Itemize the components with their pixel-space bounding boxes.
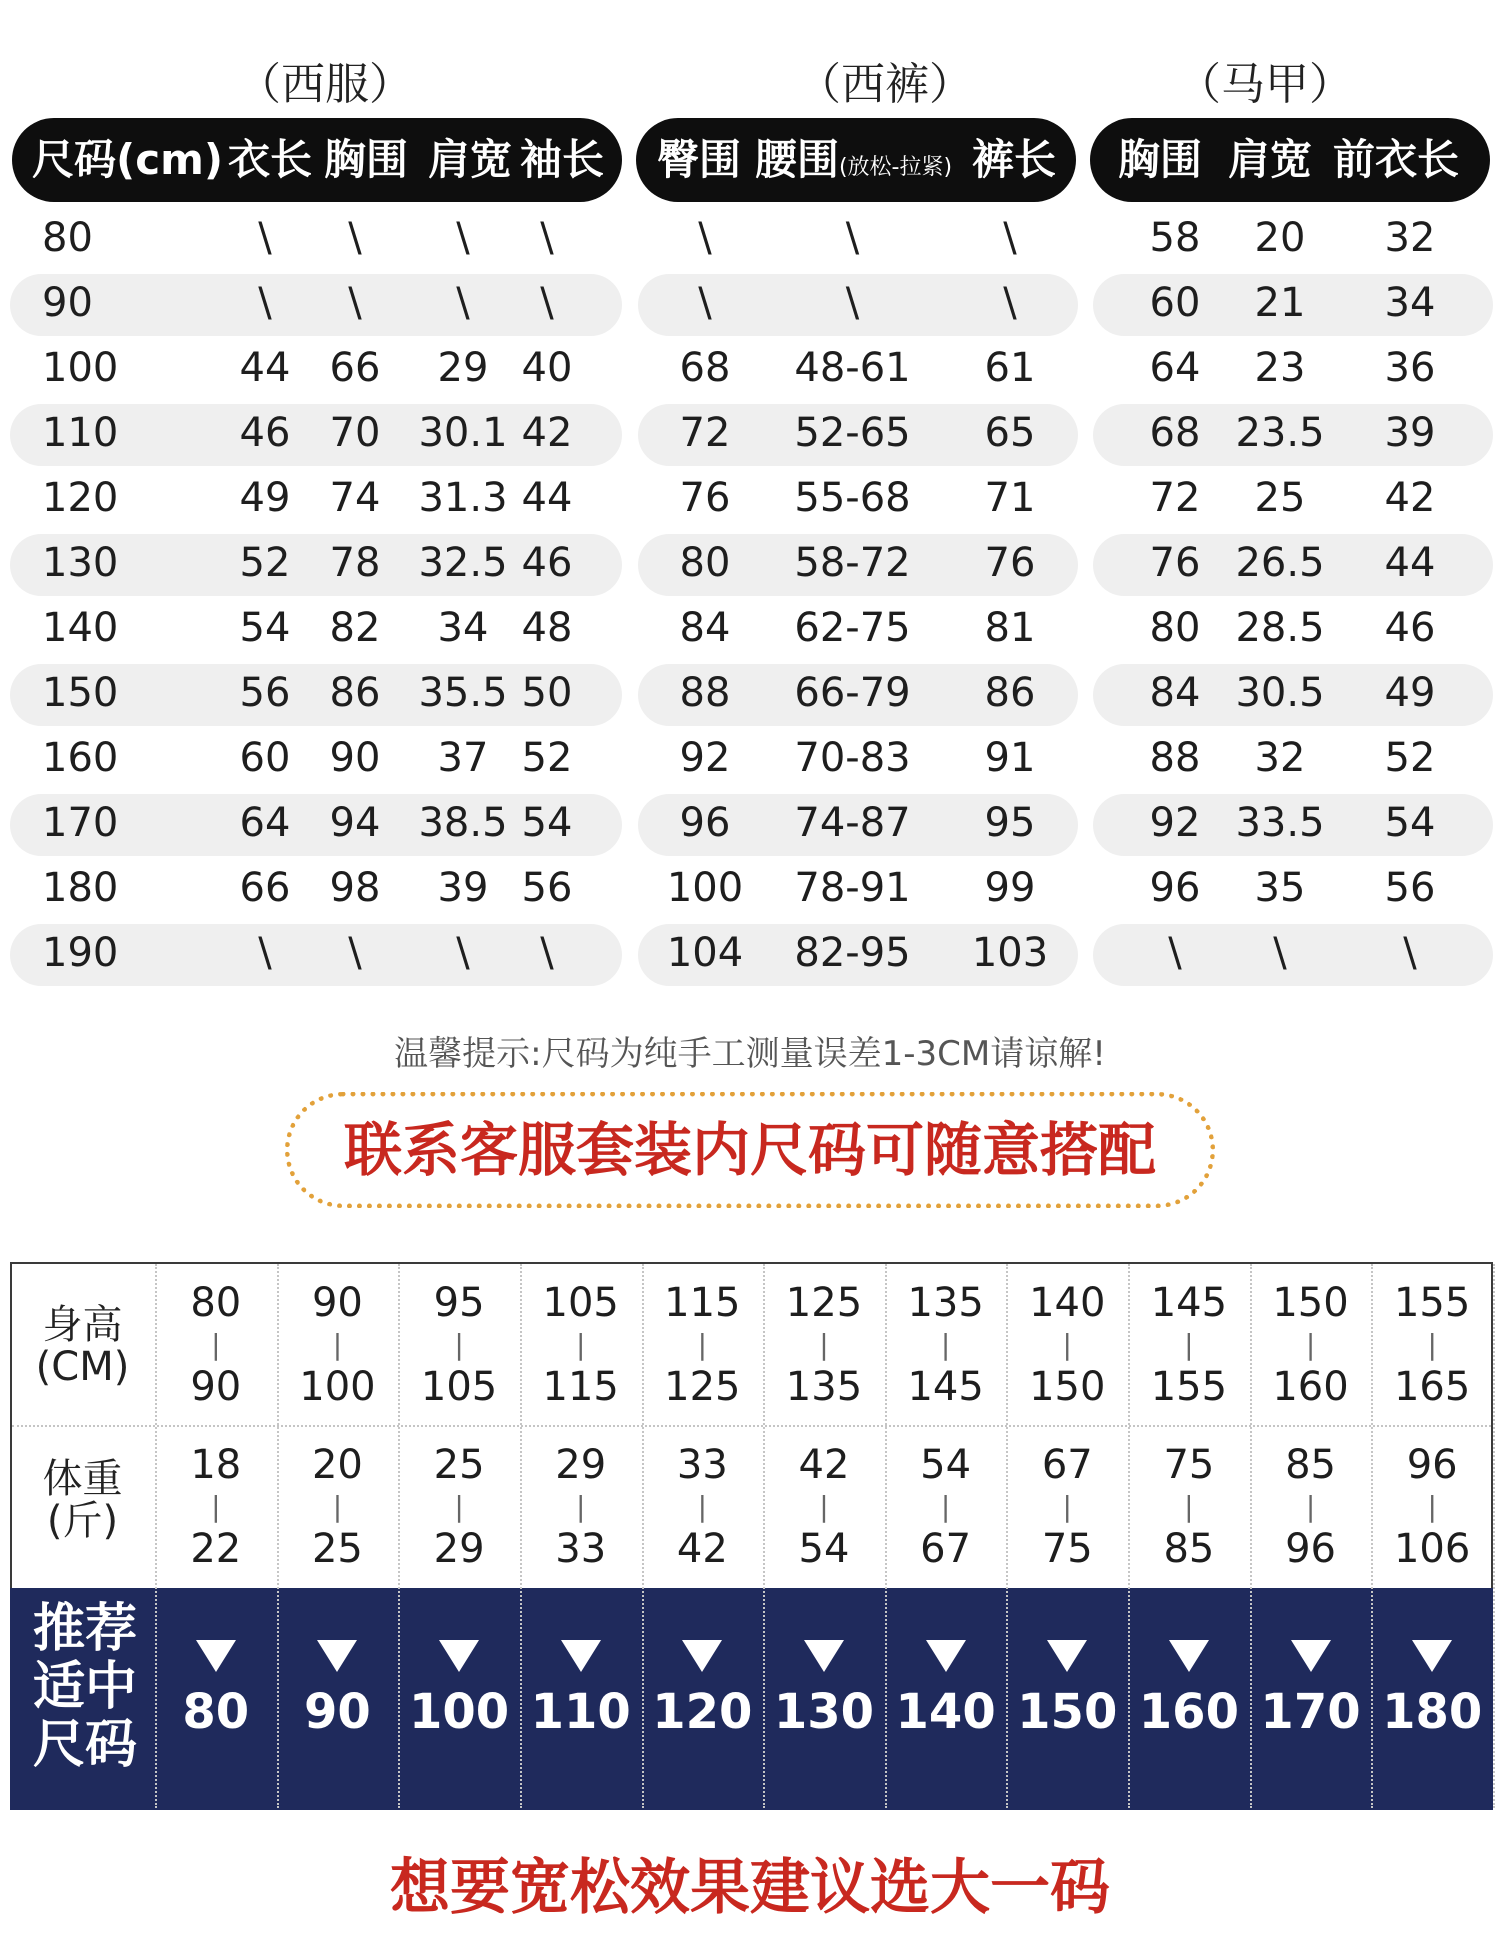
suit-cell: \ [540,280,554,326]
pants-cell: 100 [666,865,744,911]
height-label-unit: (CM) [35,1344,130,1390]
pants-cell: 70-83 [794,735,911,781]
suit-header [12,118,622,202]
suit-cell: \ [258,280,272,326]
suit-cell: 90 [329,735,381,781]
pants-header [636,118,1076,202]
recommended-size-value: 160 [1138,1684,1239,1740]
vest-cell: 49 [1384,670,1436,716]
vest-cell: \ [1273,930,1287,976]
suit-cell: \ [456,280,470,326]
pants-cell: 76 [984,540,1036,586]
suit-cell: 40 [521,345,573,391]
header-waist-note: (放松-拉紧) [838,155,953,180]
vest-cell: 21 [1254,280,1306,326]
size-cell: 90 [42,280,93,326]
suit-cell: \ [258,930,272,976]
weight-min: 75 [1163,1442,1215,1488]
weight-max: 29 [433,1526,485,1572]
pants-cell: 76 [679,475,731,521]
vest-cell: 58 [1149,215,1201,261]
range-separator: | [1062,1490,1072,1523]
pants-cell: 52-65 [794,410,911,456]
height-range [1128,1278,1250,1412]
height-max: 165 [1393,1364,1471,1410]
recommended-size-value: 80 [182,1684,250,1740]
recommended-size [1250,1640,1372,1740]
suit-cell: 34 [437,605,489,651]
weight-range [1250,1440,1372,1574]
recommended-size-value: 90 [304,1684,371,1740]
vest-cell: 26.5 [1235,540,1325,586]
range-separator: | [454,1328,464,1361]
weight-min: 18 [190,1442,242,1488]
vest-cell: 46 [1384,605,1436,651]
header-vest-chest: 胸围 [1117,135,1202,184]
weight-min: 20 [311,1442,363,1488]
pants-cell: 68 [679,345,731,391]
vest-cell: 34 [1384,280,1436,326]
suit-cell: 46 [521,540,573,586]
vest-cell: 36 [1384,345,1436,391]
size-cell: 100 [42,345,119,391]
suit-cell: 56 [521,865,573,911]
pants-cell: 103 [971,930,1049,976]
range-separator: | [940,1490,951,1523]
vest-cell: 28.5 [1235,605,1325,651]
suit-cell: \ [540,215,554,261]
down-triangle-icon [926,1640,966,1672]
range-separator: | [1427,1328,1437,1361]
pants-cell: \ [1003,280,1017,326]
header-hip: 臀围 [656,135,741,184]
recommended-size [642,1640,764,1740]
vest-cell: 84 [1149,670,1201,716]
height-max: 105 [420,1364,498,1410]
pants-cell: 95 [984,800,1036,846]
vest-cell: 56 [1384,865,1436,911]
height-max: 115 [542,1364,619,1410]
height-label-main: 身高 [42,1302,123,1348]
weight-max: 54 [798,1526,850,1572]
height-min: 135 [907,1280,984,1326]
vest-cell: 42 [1384,475,1436,521]
height-min: 95 [433,1280,485,1326]
down-triangle-icon [317,1640,357,1672]
weight-range [520,1440,642,1574]
height-max: 135 [785,1364,863,1410]
recommended-size [155,1640,277,1740]
recommended-size [1006,1640,1128,1740]
pants-cell: 48-61 [794,345,911,391]
vest-cell: \ [1168,930,1182,976]
weight-min: 96 [1406,1442,1458,1488]
section-title-pants: （西裤） [797,59,973,110]
pants-cell: \ [845,215,860,261]
suit-cell: \ [348,280,362,326]
pants-cell: 88 [679,670,731,716]
pants-cell: 99 [984,865,1036,911]
header-sleeve: 袖长 [519,135,604,184]
vest-cell: 32 [1384,215,1436,261]
vest-cell: 76 [1149,540,1201,586]
weight-label [10,1458,155,1542]
height-min: 140 [1029,1280,1106,1326]
vest-cell: 96 [1149,865,1201,911]
recommended-size [763,1640,885,1740]
suit-cell: 82 [329,605,381,651]
weight-label-unit: (斤) [46,1498,119,1544]
weight-min: 85 [1285,1442,1336,1488]
recommend-label-line2: 适中 [32,1657,137,1717]
suit-cell: 31.3 [418,475,508,521]
pants-cell: 82-95 [794,930,911,976]
pants-cell: 55-68 [794,475,911,521]
size-cell: 130 [42,540,119,586]
vest-cell: 39 [1384,410,1436,456]
size-cell: 150 [42,670,119,716]
suit-cell: 54 [239,605,291,651]
size-cell: 180 [42,865,119,911]
suit-cell: 30.1 [418,410,508,456]
range-separator: | [576,1490,586,1523]
section-title-suit: （西服） [237,59,413,110]
height-label [10,1304,155,1388]
recommended-size [885,1640,1007,1740]
suit-cell: 46 [239,410,291,456]
suit-cell: 86 [329,670,381,716]
recommended-size-value: 150 [1017,1684,1118,1740]
range-separator: | [1305,1328,1316,1361]
pants-cell: 104 [666,930,744,976]
pants-cell: 96 [679,800,731,846]
pants-cell: \ [1003,215,1017,261]
size-cell: 120 [42,475,119,521]
suit-cell: \ [258,215,272,261]
weight-range [1371,1440,1493,1574]
range-separator: | [1305,1490,1316,1523]
weight-max: 67 [920,1526,972,1572]
suit-cell: 78 [329,540,381,586]
height-min: 90 [311,1280,363,1326]
range-separator: | [576,1328,586,1361]
pants-cell: 86 [984,670,1036,716]
pants-cell: 62-75 [794,605,911,651]
suit-cell: 49 [239,475,291,521]
down-triangle-icon [1291,1640,1331,1672]
vest-cell: 25 [1254,475,1306,521]
suit-cell: 48 [521,605,573,651]
pants-cell: 84 [679,605,731,651]
tip-text: 温馨提示:尺码为纯手工测量误差1-3CM请谅解! [394,1034,1106,1074]
height-max: 160 [1272,1364,1349,1410]
section-title-vest: （马甲） [1177,59,1353,110]
height-range [155,1278,277,1412]
vest-cell: 44 [1384,540,1436,586]
suit-cell: 66 [329,345,381,391]
weight-min: 33 [676,1442,728,1488]
header-waist [746,118,961,202]
weight-label-main: 体重 [42,1456,123,1502]
range-separator: | [1184,1328,1194,1361]
height-min: 115 [664,1280,741,1326]
height-range [1371,1278,1493,1412]
weight-min: 54 [920,1442,972,1488]
weight-max: 85 [1163,1526,1215,1572]
weight-max: 33 [555,1526,607,1572]
pants-cell: \ [698,280,712,326]
recommended-size-value: 100 [408,1684,510,1740]
pants-cell: 71 [984,475,1036,521]
weight-range [885,1440,1007,1574]
weight-range [763,1440,885,1574]
recommend-label-line3: 尺码 [32,1715,137,1775]
recommended-size-value: 140 [895,1684,996,1740]
suit-cell: 44 [239,345,291,391]
suit-cell: 52 [239,540,291,586]
suit-cell: 66 [239,865,291,911]
vest-header [1090,118,1490,202]
down-triangle-icon [682,1640,722,1672]
height-range [885,1278,1007,1412]
range-separator: | [697,1490,708,1523]
suit-cell: 32.5 [418,540,508,586]
weight-range [398,1440,520,1574]
range-separator: | [454,1490,464,1523]
size-cell: 190 [42,930,119,976]
recommended-size [277,1640,399,1740]
suit-cell: \ [348,215,362,261]
suit-cell: 52 [521,735,573,781]
footer-note: 想要宽松效果建议选大一码 [390,1853,1110,1923]
down-triangle-icon [1169,1640,1209,1672]
pants-cell: 65 [984,410,1036,456]
suit-cell: 42 [521,410,573,456]
suit-cell: 29 [437,345,489,391]
pants-cell: 72 [679,410,731,456]
height-min: 105 [542,1280,619,1326]
header-vest-shoulder: 肩宽 [1227,135,1312,184]
header-waist-label: 腰围 [754,135,839,184]
weight-max: 96 [1285,1526,1336,1572]
height-min: 145 [1150,1280,1228,1326]
down-triangle-icon [1412,1640,1452,1672]
height-max: 145 [907,1364,984,1410]
pants-cell: \ [698,215,712,261]
height-range [1006,1278,1128,1412]
recommended-size [398,1640,520,1740]
height-range [398,1278,520,1412]
weight-min: 67 [1041,1442,1093,1488]
size-cell: 170 [42,800,119,846]
height-range [277,1278,399,1412]
suit-cell: 70 [329,410,381,456]
header-vest-front-length: 前衣长 [1332,135,1459,184]
height-range [642,1278,764,1412]
weight-max: 25 [311,1526,363,1572]
vest-cell: 72 [1149,475,1201,521]
range-separator: | [211,1490,221,1523]
weight-range [1128,1440,1250,1574]
size-cell: 160 [42,735,119,781]
recommended-size-value: 180 [1382,1684,1483,1740]
height-min: 150 [1272,1280,1349,1326]
suit-cell: 38.5 [418,800,508,846]
header-size: 尺码(cm) [32,135,224,184]
pants-cell: 66-79 [794,670,911,716]
weight-range [1006,1440,1128,1574]
header-shoulder: 肩宽 [427,135,512,184]
vest-cell: 60 [1149,280,1201,326]
recommended-size-value: 130 [773,1684,875,1740]
height-min: 125 [785,1280,863,1326]
suit-cell: 37 [437,735,489,781]
down-triangle-icon [561,1640,601,1672]
range-separator: | [940,1328,951,1361]
suit-cell: \ [456,930,470,976]
height-min: 155 [1393,1280,1471,1326]
vest-cell: 23.5 [1235,410,1325,456]
weight-max: 42 [676,1526,728,1572]
size-cell: 110 [42,410,119,456]
recommended-size [1371,1640,1493,1740]
vest-cell: 54 [1384,800,1436,846]
vest-cell: 80 [1149,605,1201,651]
vest-cell: 23 [1254,345,1306,391]
grid-row-divider [12,1425,1491,1427]
pants-cell: 78-91 [794,865,911,911]
weight-max: 75 [1041,1526,1093,1572]
pants-cell: 91 [984,735,1036,781]
vest-cell: 52 [1384,735,1436,781]
vest-cell: 64 [1149,345,1201,391]
height-range [520,1278,642,1412]
pants-cell: 81 [984,605,1036,651]
suit-cell: \ [456,215,470,261]
pants-cell: 61 [984,345,1036,391]
weight-min: 29 [555,1442,607,1488]
height-range [1250,1278,1372,1412]
suit-cell: 60 [239,735,291,781]
range-separator: | [819,1328,829,1361]
pants-cell: 74-87 [794,800,911,846]
weight-min: 42 [798,1442,850,1488]
grid-column-divider [1493,1264,1495,1808]
height-max: 100 [299,1364,376,1410]
suit-cell: \ [540,930,554,976]
pants-cell: 80 [679,540,731,586]
header-length: 衣长 [227,135,312,184]
pants-cell: 58-72 [794,540,911,586]
height-max: 150 [1029,1364,1106,1410]
vest-cell: 92 [1149,800,1201,846]
header-chest: 胸围 [323,135,408,184]
vest-cell: 33.5 [1235,800,1325,846]
suit-cell: 64 [239,800,291,846]
down-triangle-icon [804,1640,844,1672]
weight-range [642,1440,764,1574]
suit-cell: 35.5 [418,670,508,716]
recommended-size [520,1640,642,1740]
suit-cell: 98 [329,865,381,911]
suit-cell: 54 [521,800,573,846]
range-separator: | [211,1328,221,1361]
range-separator: | [1184,1490,1194,1523]
recommended-size [1128,1640,1250,1740]
suit-cell: \ [348,930,362,976]
weight-max: 106 [1393,1526,1471,1572]
vest-cell: 35 [1254,865,1306,911]
down-triangle-icon [196,1640,236,1672]
header-pants-length: 裤长 [971,135,1056,184]
pants-cell: 92 [679,735,731,781]
suit-cell: 94 [329,800,381,846]
weight-range [155,1440,277,1574]
suit-cell: 50 [521,670,573,716]
height-range [763,1278,885,1412]
height-max: 90 [190,1364,242,1410]
suit-cell: 56 [239,670,291,716]
range-separator: | [1427,1490,1437,1523]
height-max: 155 [1150,1364,1228,1410]
weight-range [277,1440,399,1574]
vest-cell: 30.5 [1235,670,1325,716]
recommended-size-value: 120 [652,1684,753,1740]
recommend-label-line1: 推荐 [32,1599,137,1659]
recommend-label [10,1600,160,1774]
height-max: 125 [664,1364,741,1410]
weight-min: 25 [433,1442,485,1488]
vest-cell: 32 [1254,735,1306,781]
range-separator: | [819,1490,829,1523]
promo-text: 联系客服套装内尺码可随意搭配 [343,1116,1156,1184]
range-separator: | [697,1328,708,1361]
suit-cell: 44 [521,475,573,521]
vest-cell: 20 [1254,215,1306,261]
vest-cell: 68 [1149,410,1201,456]
range-separator: | [1062,1328,1072,1361]
recommended-size-value: 170 [1260,1684,1361,1740]
down-triangle-icon [439,1640,479,1672]
pants-cell: \ [845,280,860,326]
size-cell: 80 [42,215,93,261]
down-triangle-icon [1047,1640,1087,1672]
height-min: 80 [190,1280,242,1326]
range-separator: | [332,1490,343,1523]
vest-cell: \ [1403,930,1417,976]
suit-cell: 39 [437,865,489,911]
recommended-size-value: 110 [530,1684,631,1740]
weight-max: 22 [190,1526,242,1572]
range-separator: | [332,1328,343,1361]
suit-cell: 74 [329,475,381,521]
size-cell: 140 [42,605,119,651]
vest-cell: 88 [1149,735,1201,781]
